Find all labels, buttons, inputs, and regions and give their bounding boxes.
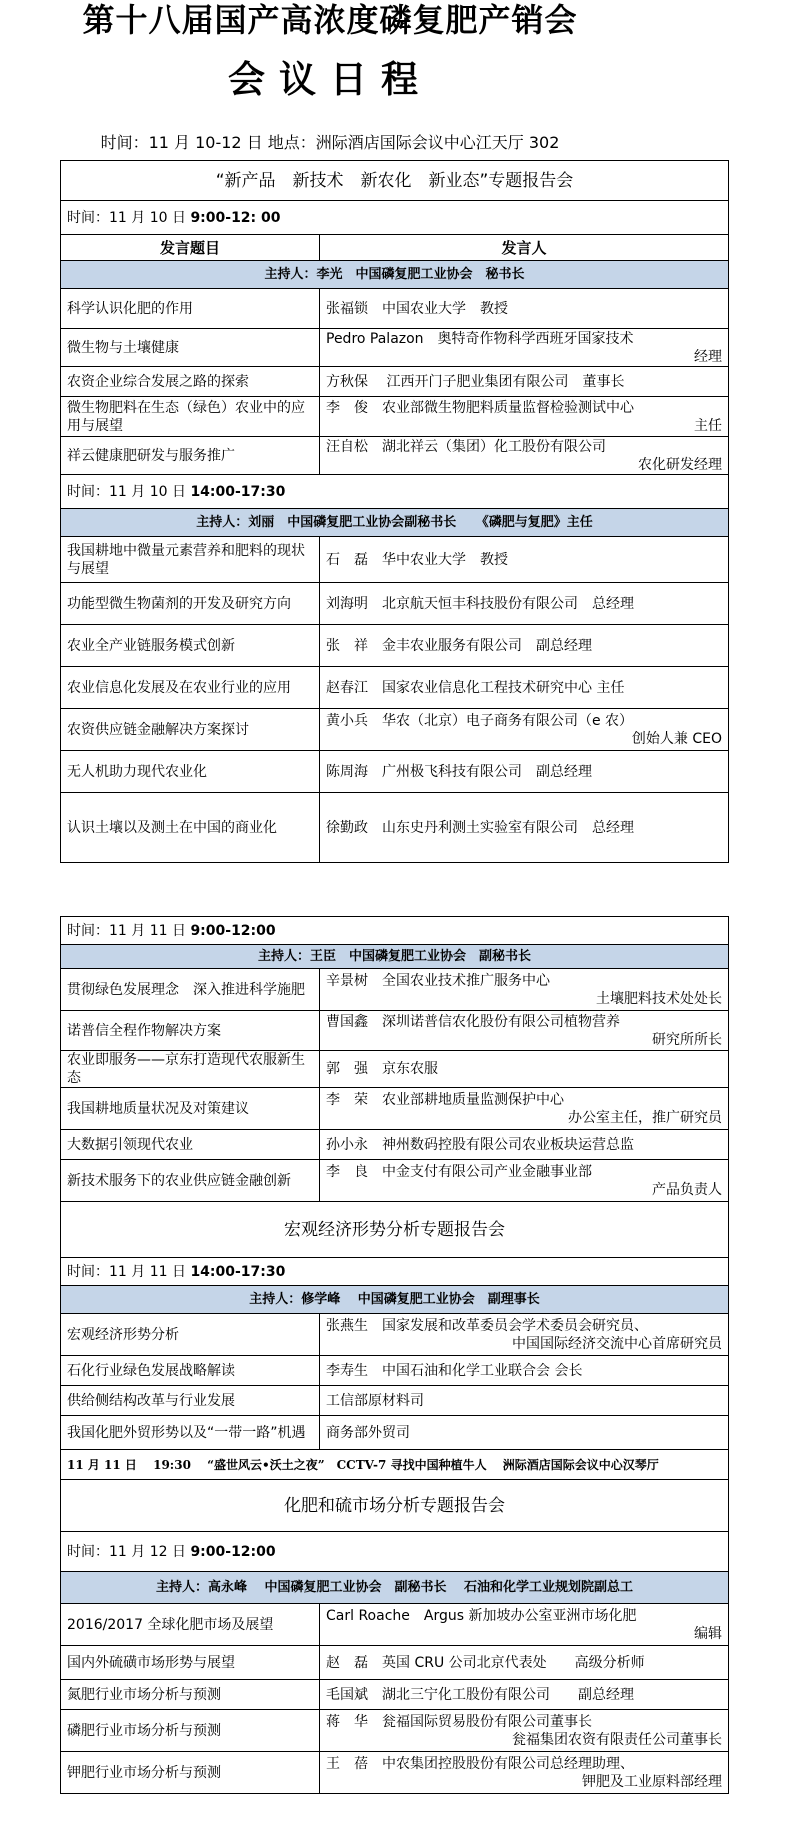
host-text: 主持人：王臣 中国磷复肥工业协会 副秘书长: [61, 945, 729, 969]
speaker-line: 张 祥 金丰农业服务有限公司 副总经理: [326, 637, 592, 654]
talk-topic: 我国化肥外贸形势以及“一带一路”机遇: [61, 1416, 320, 1450]
speaker-block: [326, 438, 722, 474]
talk-row: [61, 329, 729, 367]
session-time-row: [61, 1258, 729, 1286]
talk-topic: 国内外硫磺市场形势与展望: [61, 1646, 320, 1680]
speaker-block: [326, 1013, 722, 1049]
session-time-label: 时间：11 月 10 日: [67, 209, 191, 226]
speaker-block: [326, 679, 722, 697]
section-banner: [61, 1480, 729, 1532]
talk-topic: 新技术服务下的农业供应链金融创新: [61, 1160, 320, 1202]
speaker-line: 蒋 华 瓮福国际贸易股份有限公司董事长: [326, 1713, 592, 1730]
host-text: 主持人：高永峰 中国磷复肥工业协会 副秘书长 石油和化学工业规划院副总工: [61, 1572, 729, 1604]
talk-speaker: [320, 709, 729, 751]
talk-speaker: [320, 625, 729, 667]
talk-speaker: [320, 1011, 729, 1051]
talk-speaker: [320, 1130, 729, 1160]
talk-row: [61, 751, 729, 793]
session-time: [61, 475, 729, 509]
session-time-value: 14:00-17:30: [190, 1263, 286, 1280]
speaker-line: 李 良 中金支付有限公司产业金融事业部: [326, 1163, 592, 1180]
talk-row: [61, 1752, 729, 1794]
talk-row: [61, 367, 729, 397]
talk-topic: 农业信息化发展及在农业行业的应用: [61, 667, 320, 709]
session-time: [61, 917, 729, 945]
talk-row: [61, 1604, 729, 1646]
talk-speaker: [320, 437, 729, 475]
talk-speaker: [320, 1386, 729, 1416]
section-banner-text: “新产品 新技术 新农化 新业态”专题报告会: [61, 161, 729, 201]
host-row: [61, 261, 729, 289]
time-location-line: 时间：11 月 10-12 日 地点：洲际酒店国际会议中心江天厅 302: [100, 133, 560, 152]
speaker-block: [326, 972, 722, 1008]
talk-speaker: [320, 1604, 729, 1646]
speaker-title-line: 研究所所长: [652, 1031, 723, 1048]
speaker-line: 汪自松 湖北祥云（集团）化工股份有限公司: [326, 438, 606, 455]
talk-row: [61, 1646, 729, 1680]
talk-topic: 供给侧结构改革与行业发展: [61, 1386, 320, 1416]
column-header-row: [61, 235, 729, 261]
host-text: 主持人：修学峰 中国磷复肥工业协会 副理事长: [61, 1286, 729, 1314]
talk-topic: 科学认识化肥的作用: [61, 289, 320, 329]
session-time-row: [61, 201, 729, 235]
talk-topic: 氮肥行业市场分析与预测: [61, 1680, 320, 1710]
session-time-label: 时间：11 月 11 日: [67, 922, 191, 939]
session-time-row: [61, 1532, 729, 1572]
section-banner-text: 宏观经济形势分析专题报告会: [61, 1202, 729, 1258]
session-time-value: 9:00-12:00: [190, 922, 276, 939]
session-time: [61, 1532, 729, 1572]
talk-topic: 功能型微生物菌剂的开发及研究方向: [61, 583, 320, 625]
speaker-block: [326, 595, 722, 613]
speaker-block: [326, 763, 722, 781]
talk-row: [61, 1710, 729, 1752]
talk-speaker: [320, 969, 729, 1011]
host-row: [61, 509, 729, 537]
session-time-label: 时间：11 月 11 日: [67, 1263, 191, 1280]
evening-event-row: [61, 1450, 729, 1480]
talk-row: [61, 1356, 729, 1386]
speaker-title-line: 经理: [694, 348, 722, 365]
talk-topic: 钾肥行业市场分析与预测: [61, 1752, 320, 1794]
talk-row: [61, 397, 729, 437]
talk-speaker: [320, 1680, 729, 1710]
talk-topic: 我国耕地中微量元素营养和肥料的现状与展望: [61, 537, 320, 583]
talk-speaker: [320, 1088, 729, 1130]
speaker-title-line: 钾肥及工业原料部经理: [582, 1773, 723, 1790]
speaker-block: [326, 1607, 722, 1643]
speaker-title-line: 编辑: [694, 1625, 723, 1642]
speaker-block: [326, 1755, 722, 1791]
talk-row: [61, 1680, 729, 1710]
talk-topic: 宏观经济形势分析: [61, 1314, 320, 1356]
speaker-block: [326, 1713, 722, 1749]
talk-topic: 大数据引领现代农业: [61, 1130, 320, 1160]
talk-speaker: [320, 1356, 729, 1386]
talk-row: [61, 1160, 729, 1202]
speaker-title-line: 产品负责人: [652, 1181, 723, 1198]
speaker-title-line: 办公室主任，推广研究员: [568, 1109, 723, 1126]
talk-speaker: [320, 1646, 729, 1680]
talk-topic: 无人机助力现代农业化: [61, 751, 320, 793]
talk-speaker: [320, 667, 729, 709]
host-row: [61, 945, 729, 969]
talk-speaker: [320, 793, 729, 863]
session-time-row: [61, 475, 729, 509]
speaker-block: [326, 1136, 722, 1154]
speaker-block: [326, 1686, 722, 1704]
talk-speaker: [320, 289, 729, 329]
talk-row: [61, 537, 729, 583]
speaker-line: Carl Roache Argus 新加坡办公室亚洲市场化肥: [326, 1607, 637, 1624]
talk-speaker: [320, 397, 729, 437]
session-rows: [61, 537, 729, 863]
host-text: 主持人：刘丽 中国磷复肥工业协会副秘书长 《磷肥与复肥》主任: [61, 509, 729, 537]
speaker-block: [326, 1392, 722, 1410]
speaker-block: [326, 1091, 722, 1127]
talk-row: [61, 1130, 729, 1160]
talk-topic: 祥云健康肥研发与服务推广: [61, 437, 320, 475]
speaker-line: 毛国斌 湖北三宁化工股份有限公司 副总经理: [326, 1686, 634, 1703]
speaker-title-line: 瓮福集团农资有限责任公司董事长: [512, 1731, 723, 1748]
speaker-block: [326, 1362, 722, 1380]
host-row: [61, 1572, 729, 1604]
talk-speaker: [320, 751, 729, 793]
speaker-title-line: 中国国际经济交流中心首席研究员: [512, 1335, 723, 1352]
talk-topic: 微生物与土壤健康: [61, 329, 320, 367]
talk-topic: 贯彻绿色发展理念 深入推进科学施肥: [61, 969, 320, 1011]
speaker-line: 辛景树 全国农业技术推广服务中心: [326, 972, 550, 989]
speaker-line: 赵 磊 英国 CRU 公司北京代表处 高级分析师: [326, 1654, 645, 1671]
speaker-block: [326, 1317, 722, 1353]
talk-row: [61, 583, 729, 625]
speaker-title-line: 主任: [694, 417, 722, 434]
talk-row: [61, 289, 729, 329]
session-time-row: [61, 917, 729, 945]
talk-row: [61, 969, 729, 1011]
speaker-line: Pedro Palazon 奥特奇作物科学西班牙国家技术: [326, 330, 634, 347]
talk-speaker: [320, 1710, 729, 1752]
talk-topic: 石化行业绿色发展战略解读: [61, 1356, 320, 1386]
session-time-label: 时间：11 月 12 日: [67, 1543, 191, 1560]
speaker-block: [326, 637, 722, 655]
talk-row: [61, 1416, 729, 1450]
speaker-block: [326, 819, 722, 837]
session-time-value: 14:00-17:30: [190, 483, 286, 500]
speaker-title-line: 创始人兼 CEO: [631, 730, 722, 747]
speaker-line: 黄小兵 华农（北京）电子商务有限公司（e 农）: [326, 712, 634, 729]
session-time-label: 时间：11 月 10 日: [67, 483, 191, 500]
speaker-line: 郭 强 京东农服: [326, 1061, 438, 1077]
session-rows: [61, 289, 729, 475]
schedule-table-2: [60, 916, 729, 1794]
session-rows: [61, 969, 729, 1202]
document-title: 第十八届国产高浓度磷复肥产销会: [82, 1, 578, 39]
talk-speaker: [320, 583, 729, 625]
speaker-line: 王 蓓 中农集团控股股份有限公司总经理助理、: [326, 1755, 634, 1772]
session-rows: [61, 1604, 729, 1794]
speaker-line: 刘海明 北京航天恒丰科技股份有限公司 总经理: [326, 595, 634, 612]
speaker-line: 方秋保 江西开门子肥业集团有限公司 董事长: [326, 373, 625, 390]
speaker-line: 石 磊 华中农业大学 教授: [326, 551, 508, 568]
talk-row: [61, 1088, 729, 1130]
speaker-line: 张福锁 中国农业大学 教授: [326, 300, 508, 317]
speaker-line: 徐勤政 山东史丹利测土实验室有限公司 总经理: [326, 819, 634, 836]
section-banner: [61, 161, 729, 201]
talk-topic: 农资企业综合发展之路的探索: [61, 367, 320, 397]
column-header-topic: 发言题目: [61, 235, 320, 261]
talk-speaker: [320, 1752, 729, 1794]
speaker-block: [326, 712, 722, 748]
talk-speaker: [320, 1051, 729, 1088]
speaker-line: 曹国鑫 深圳诺普信农化股份有限公司植物营养: [326, 1013, 620, 1030]
speaker-block: [326, 373, 722, 391]
speaker-block: [326, 1424, 722, 1442]
talk-topic: 2016/2017 全球化肥市场及展望: [61, 1604, 320, 1646]
speaker-block: [326, 1163, 722, 1199]
speaker-block: [326, 330, 722, 366]
speaker-title-line: 土壤肥料技术处处长: [596, 990, 723, 1007]
talk-topic: 微生物肥料在生态（绿色）农业中的应用与展望: [61, 397, 320, 437]
speaker-line: 工信部原材料司: [326, 1392, 424, 1409]
speaker-line: 李 俊 农业部微生物肥料质量监督检验测试中心: [326, 399, 634, 416]
session-time: [61, 1258, 729, 1286]
session-rows: [61, 1314, 729, 1450]
talk-speaker: [320, 537, 729, 583]
speaker-block: [326, 399, 722, 435]
speaker-line: 商务部外贸司: [326, 1424, 410, 1441]
speaker-block: [326, 1654, 722, 1672]
talk-row: [61, 437, 729, 475]
talk-row: [61, 667, 729, 709]
talk-speaker: [320, 1314, 729, 1356]
host-text: 主持人：李光 中国磷复肥工业协会 秘书长: [61, 261, 729, 289]
section-banner-text: 化肥和硫市场分析专题报告会: [61, 1480, 729, 1532]
schedule-table-1: [60, 160, 729, 863]
host-row: [61, 1286, 729, 1314]
talk-row: [61, 1051, 729, 1088]
talk-topic: 磷肥行业市场分析与预测: [61, 1710, 320, 1752]
speaker-block: [326, 551, 722, 569]
speaker-line: 赵春江 国家农业信息化工程技术研究中心 主任: [326, 679, 625, 696]
talk-speaker: [320, 1416, 729, 1450]
talk-row: [61, 709, 729, 751]
section-banner: [61, 1202, 729, 1258]
talk-topic: 农业即服务——京东打造现代农服新生态: [61, 1051, 320, 1088]
evening-event-text: 11 月 11 日 19:30 “盛世风云•沃土之夜” CCTV-7 寻找中国种植牛人 洲际酒店国际会议中心汉琴厅: [61, 1450, 729, 1480]
talk-topic: 农资供应链金融解决方案探讨: [61, 709, 320, 751]
speaker-line: 张燕生 国家发展和改革委员会学术委员会研究员、: [326, 1317, 648, 1334]
talk-speaker: [320, 1160, 729, 1202]
talk-row: [61, 1011, 729, 1051]
session-time-value: 9:00-12:00: [190, 1543, 276, 1560]
session-time-value: 9:00-12: 00: [190, 209, 281, 226]
talk-speaker: [320, 367, 729, 397]
speaker-line: 李寿生 中国石油和化学工业联合会 会长: [326, 1362, 583, 1379]
speaker-line: 陈周海 广州极飞科技有限公司 副总经理: [326, 763, 592, 780]
talk-topic: 认识土壤以及测土在中国的商业化: [61, 793, 320, 863]
session-time: [61, 201, 729, 235]
talk-topic: 我国耕地质量状况及对策建议: [61, 1088, 320, 1130]
talk-row: [61, 625, 729, 667]
speaker-line: 孙小永 神州数码控股有限公司农业板块运营总监: [326, 1136, 634, 1153]
speaker-block: [326, 1060, 722, 1078]
talk-speaker: [320, 329, 729, 367]
speaker-title-line: 农化研发经理: [638, 456, 722, 473]
speaker-block: [326, 300, 722, 318]
column-header-speaker: 发言人: [320, 235, 729, 261]
talk-row: [61, 1386, 729, 1416]
talk-topic: 诺普信全程作物解决方案: [61, 1011, 320, 1051]
speaker-line: 李 荣 农业部耕地质量监测保护中心: [326, 1091, 564, 1108]
talk-row: [61, 793, 729, 863]
document-subtitle: 会议日程: [228, 57, 432, 101]
talk-row: [61, 1314, 729, 1356]
talk-topic: 农业全产业链服务模式创新: [61, 625, 320, 667]
